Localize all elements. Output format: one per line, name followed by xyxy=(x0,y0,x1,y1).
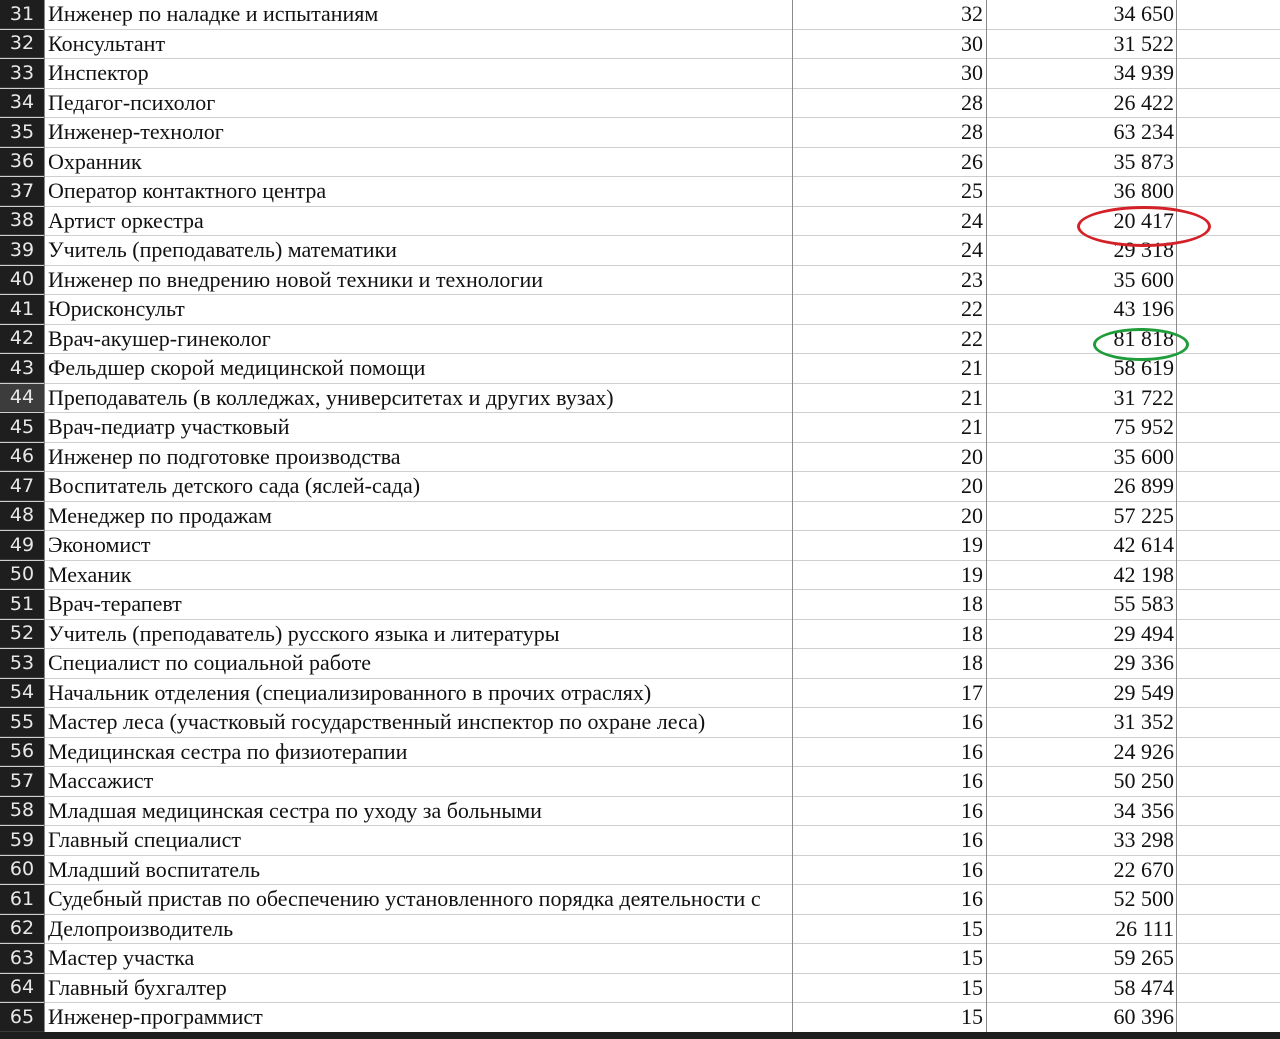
cell-count[interactable]: 17 xyxy=(961,679,983,705)
cell-occupation[interactable]: Специалист по социальной работе xyxy=(48,650,371,676)
row-header[interactable]: 52 xyxy=(0,620,44,649)
cell-salary[interactable]: 26 899 xyxy=(1113,473,1174,499)
table-row xyxy=(0,59,1280,89)
table-row xyxy=(0,708,1280,738)
row-header[interactable]: 42 xyxy=(0,325,44,354)
cell-salary[interactable]: 63 234 xyxy=(1113,119,1174,145)
cell-occupation[interactable]: Инженер-технолог xyxy=(48,119,224,145)
cell-count[interactable]: 16 xyxy=(961,709,983,735)
cell-occupation[interactable]: Инженер по внедрению новой техники и технологии xyxy=(48,266,543,292)
row-header[interactable]: 35 xyxy=(0,118,44,147)
cell-count[interactable]: 20 xyxy=(961,502,983,528)
cell-count[interactable]: 16 xyxy=(961,886,983,912)
cell-salary[interactable]: 35 600 xyxy=(1113,443,1174,469)
table-row xyxy=(0,0,1280,30)
row-header[interactable]: 46 xyxy=(0,443,44,472)
cell-salary[interactable]: 31 722 xyxy=(1113,384,1174,410)
row-header[interactable]: 60 xyxy=(0,856,44,885)
cell-occupation[interactable]: Делопроизводитель xyxy=(48,915,234,941)
cell-count[interactable]: 24 xyxy=(961,207,983,233)
table-row xyxy=(0,89,1280,119)
table-row xyxy=(0,325,1280,355)
row-header[interactable]: 48 xyxy=(0,502,44,531)
cell-occupation[interactable]: Преподаватель (в колледжах, университетах и других вузах) xyxy=(48,384,614,410)
cell-salary[interactable]: 24 926 xyxy=(1113,738,1174,764)
cell-salary[interactable]: 59 265 xyxy=(1113,945,1174,971)
table-row xyxy=(0,443,1280,473)
cell-occupation[interactable]: Воспитатель детского сада (яслей-сада) xyxy=(48,473,421,499)
cell-count[interactable]: 16 xyxy=(961,856,983,882)
cell-salary[interactable]: 35 600 xyxy=(1113,266,1174,292)
row-header[interactable]: 34 xyxy=(0,89,44,118)
cell-count[interactable]: 16 xyxy=(961,827,983,853)
cell-salary[interactable]: 58 474 xyxy=(1113,974,1174,1000)
sheet-bottom-bar xyxy=(0,1032,1280,1039)
row-header[interactable]: 32 xyxy=(0,30,44,59)
cell-occupation[interactable]: Педагог-психолог xyxy=(48,89,216,115)
table-row xyxy=(0,561,1280,591)
cell-count[interactable]: 25 xyxy=(961,178,983,204)
row-header[interactable]: 39 xyxy=(0,236,44,265)
row-header[interactable]: 38 xyxy=(0,207,44,236)
table-row xyxy=(0,531,1280,561)
cell-occupation[interactable]: Врач-терапевт xyxy=(48,591,182,617)
cell-occupation[interactable]: Инспектор xyxy=(48,60,149,86)
cell-salary[interactable]: 31 352 xyxy=(1113,709,1174,735)
table-row xyxy=(0,413,1280,443)
row-header[interactable]: 44 xyxy=(0,384,44,413)
table-row xyxy=(0,944,1280,974)
table-row xyxy=(0,148,1280,178)
cell-count[interactable]: 22 xyxy=(961,296,983,322)
row-header[interactable]: 62 xyxy=(0,915,44,944)
row-header[interactable]: 40 xyxy=(0,266,44,295)
cell-occupation[interactable]: Консультант xyxy=(48,30,166,56)
table-row xyxy=(0,974,1280,1004)
cell-occupation[interactable]: Младший воспитатель xyxy=(48,856,261,882)
row-header[interactable]: 51 xyxy=(0,590,44,619)
table-row xyxy=(0,118,1280,148)
cell-occupation[interactable]: Главный бухгалтер xyxy=(48,974,227,1000)
row-header[interactable]: 58 xyxy=(0,797,44,826)
table-row xyxy=(0,826,1280,856)
cell-count[interactable]: 18 xyxy=(961,591,983,617)
cell-occupation[interactable]: Врач-педиатр участковый xyxy=(48,414,290,440)
table-row xyxy=(0,177,1280,207)
cell-count[interactable]: 21 xyxy=(961,384,983,410)
row-header[interactable]: 55 xyxy=(0,708,44,737)
cell-count[interactable]: 30 xyxy=(961,60,983,86)
table-row xyxy=(0,236,1280,266)
row-header[interactable]: 45 xyxy=(0,413,44,442)
cell-salary[interactable]: 42 198 xyxy=(1113,561,1174,587)
cell-count[interactable]: 28 xyxy=(961,89,983,115)
cell-salary[interactable]: 33 298 xyxy=(1113,827,1174,853)
cell-occupation[interactable]: Главный специалист xyxy=(48,827,241,853)
cell-count[interactable]: 15 xyxy=(961,915,983,941)
cell-count[interactable]: 16 xyxy=(961,738,983,764)
cell-salary[interactable]: 58 619 xyxy=(1113,355,1174,381)
table-row xyxy=(0,472,1280,502)
table-row xyxy=(0,502,1280,532)
cell-occupation[interactable]: Младшая медицинская сестра по уходу за больными xyxy=(48,797,542,823)
row-header[interactable]: 37 xyxy=(0,177,44,206)
cell-occupation[interactable]: Механик xyxy=(48,561,132,587)
column-divider-d xyxy=(1176,0,1177,1039)
row-header[interactable]: 50 xyxy=(0,561,44,590)
cell-count[interactable]: 22 xyxy=(961,325,983,351)
table-row xyxy=(0,738,1280,768)
table-row xyxy=(0,885,1280,915)
cell-salary[interactable]: 35 873 xyxy=(1113,148,1174,174)
table-row xyxy=(0,354,1280,384)
cell-count[interactable]: 28 xyxy=(961,119,983,145)
table-row xyxy=(0,590,1280,620)
row-header[interactable]: 31 xyxy=(0,0,44,29)
cell-count[interactable]: 21 xyxy=(961,355,983,381)
cell-count[interactable]: 23 xyxy=(961,266,983,292)
cell-occupation[interactable]: Инженер по наладке и испытаниям xyxy=(48,1,379,27)
cell-salary[interactable]: 42 614 xyxy=(1113,532,1174,558)
cell-occupation[interactable]: Фельдшер скорой медицинской помощи xyxy=(48,355,426,381)
cell-count[interactable]: 18 xyxy=(961,620,983,646)
cell-occupation[interactable]: Медицинская сестра по физиотерапии xyxy=(48,738,408,764)
cell-count[interactable]: 15 xyxy=(961,945,983,971)
cell-occupation[interactable]: Артист оркестра xyxy=(48,207,204,233)
row-header[interactable]: 49 xyxy=(0,531,44,560)
cell-salary[interactable]: 26 422 xyxy=(1113,89,1174,115)
row-header[interactable]: 63 xyxy=(0,944,44,973)
cell-count[interactable]: 19 xyxy=(961,532,983,558)
table-row xyxy=(0,620,1280,650)
cell-salary[interactable]: 50 250 xyxy=(1113,768,1174,794)
cell-occupation[interactable]: Юрисконсульт xyxy=(48,296,185,322)
table-row xyxy=(0,767,1280,797)
cell-count[interactable]: 26 xyxy=(961,148,983,174)
table-row xyxy=(0,915,1280,945)
table-row xyxy=(0,649,1280,679)
cell-salary[interactable]: 36 800 xyxy=(1113,178,1174,204)
cell-salary[interactable]: 31 522 xyxy=(1113,30,1174,56)
cell-count[interactable]: 16 xyxy=(961,768,983,794)
table-row xyxy=(0,679,1280,709)
cell-salary[interactable]: 29 549 xyxy=(1113,679,1174,705)
row-header[interactable]: 36 xyxy=(0,148,44,177)
cell-salary[interactable]: 22 670 xyxy=(1113,856,1174,882)
column-divider-c xyxy=(986,0,987,1039)
cell-count[interactable]: 32 xyxy=(961,1,983,27)
table-row xyxy=(0,30,1280,60)
row-header[interactable]: 43 xyxy=(0,354,44,383)
cell-salary[interactable]: 29 318 xyxy=(1113,237,1174,263)
row-header[interactable]: 64 xyxy=(0,974,44,1003)
cell-salary[interactable]: 34 356 xyxy=(1113,797,1174,823)
cell-occupation[interactable]: Учитель (преподаватель) русского языка и литературы xyxy=(48,620,560,646)
cell-salary[interactable]: 81 818 xyxy=(1113,325,1174,351)
cell-occupation[interactable]: Судебный пристав по обеспечению установленного порядка деятельности с xyxy=(48,886,761,912)
cell-occupation[interactable]: Массажист xyxy=(48,768,154,794)
cell-occupation[interactable]: Инженер по подготовке производства xyxy=(48,443,401,469)
cell-occupation[interactable]: Мастер участка xyxy=(48,945,195,971)
row-header[interactable]: 54 xyxy=(0,679,44,708)
cell-salary[interactable]: 34 650 xyxy=(1113,1,1174,27)
cell-salary[interactable]: 52 500 xyxy=(1113,886,1174,912)
table-row xyxy=(0,1003,1280,1033)
table-row xyxy=(0,295,1280,325)
row-header[interactable]: 61 xyxy=(0,885,44,914)
row-header[interactable]: 33 xyxy=(0,59,44,88)
table-row xyxy=(0,207,1280,237)
cell-count[interactable]: 20 xyxy=(961,473,983,499)
cell-count[interactable]: 24 xyxy=(961,237,983,263)
cell-salary[interactable]: 29 336 xyxy=(1113,650,1174,676)
cell-occupation[interactable]: Инженер-программист xyxy=(48,1004,263,1030)
table-row xyxy=(0,266,1280,296)
cell-salary[interactable]: 29 494 xyxy=(1113,620,1174,646)
cell-count[interactable]: 15 xyxy=(961,1004,983,1030)
cell-count[interactable]: 16 xyxy=(961,797,983,823)
cell-count[interactable]: 19 xyxy=(961,561,983,587)
cell-count[interactable]: 21 xyxy=(961,414,983,440)
cell-count[interactable]: 30 xyxy=(961,30,983,56)
cell-salary[interactable]: 20 417 xyxy=(1113,207,1174,233)
cell-occupation[interactable]: Охранник xyxy=(48,148,142,174)
table-row xyxy=(0,856,1280,886)
cell-occupation[interactable]: Мастер леса (участковый государственный инспектор по охране леса) xyxy=(48,709,706,735)
cell-count[interactable]: 18 xyxy=(961,650,983,676)
column-divider-b xyxy=(792,0,793,1039)
cell-salary[interactable]: 60 396 xyxy=(1113,1004,1174,1030)
row-header[interactable]: 56 xyxy=(0,738,44,767)
cell-salary[interactable]: 57 225 xyxy=(1113,502,1174,528)
row-header[interactable]: 65 xyxy=(0,1003,44,1032)
cell-occupation[interactable]: Оператор контактного центра xyxy=(48,178,327,204)
row-header[interactable]: 47 xyxy=(0,472,44,501)
table-row xyxy=(0,797,1280,827)
cell-salary[interactable]: 75 952 xyxy=(1113,414,1174,440)
row-header[interactable]: 41 xyxy=(0,295,44,324)
row-header[interactable]: 57 xyxy=(0,767,44,796)
cell-salary[interactable]: 55 583 xyxy=(1113,591,1174,617)
row-header[interactable]: 59 xyxy=(0,826,44,855)
table-row xyxy=(0,384,1280,414)
row-header[interactable]: 53 xyxy=(0,649,44,678)
cell-occupation[interactable]: Учитель (преподаватель) математики xyxy=(48,237,397,263)
cell-occupation[interactable]: Экономист xyxy=(48,532,151,558)
cell-occupation[interactable]: Менеджер по продажам xyxy=(48,502,272,528)
cell-occupation[interactable]: Начальник отделения (специализированного в прочих отраслях) xyxy=(48,679,652,705)
column-divider-a xyxy=(44,0,45,1039)
cell-count[interactable]: 20 xyxy=(961,443,983,469)
cell-occupation[interactable]: Врач-акушер-гинеколог xyxy=(48,325,271,351)
cell-count[interactable]: 15 xyxy=(961,974,983,1000)
cell-salary[interactable]: 43 196 xyxy=(1113,296,1174,322)
cell-salary[interactable]: 26 111 xyxy=(1115,915,1174,941)
cell-salary[interactable]: 34 939 xyxy=(1113,60,1174,86)
